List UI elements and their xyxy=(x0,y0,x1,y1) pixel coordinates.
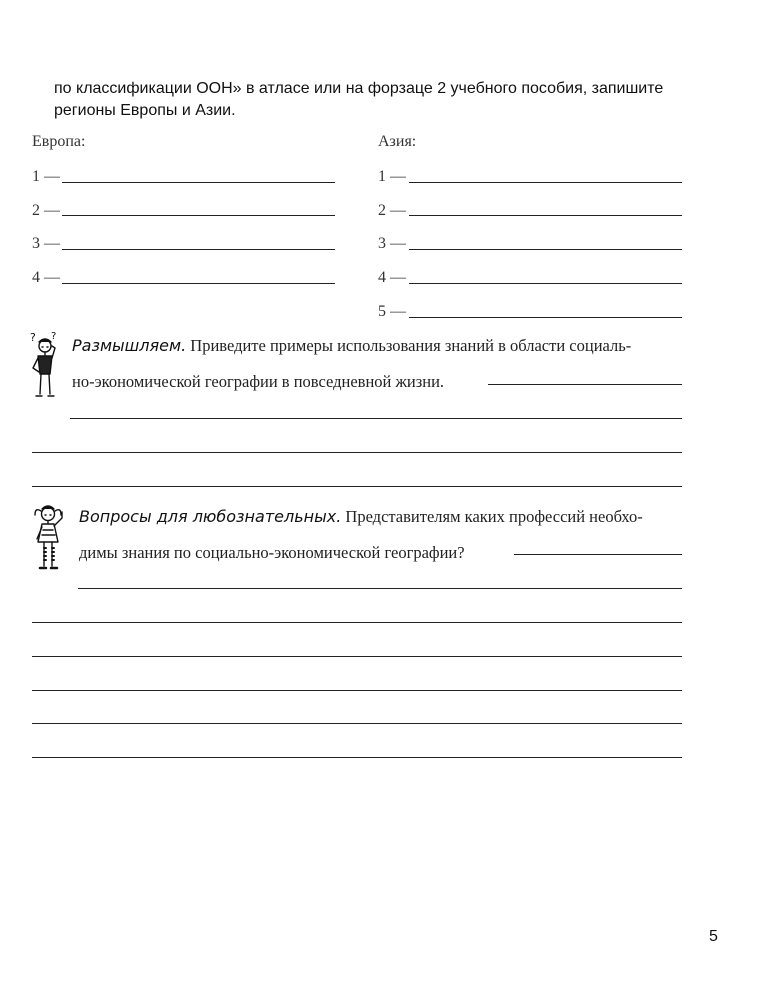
reflect-answer-line-1[interactable] xyxy=(488,384,682,385)
curious-question-part-2: димы знания по социально-экономической географии? xyxy=(79,543,465,562)
europe-item-4-line[interactable] xyxy=(62,283,335,284)
asia-item-3-line[interactable] xyxy=(409,249,682,250)
europe-item-2-number: 2 — xyxy=(32,202,60,219)
asia-item-4-number: 4 — xyxy=(378,269,406,286)
intro-text xyxy=(54,78,734,122)
asia-item-5-line[interactable] xyxy=(409,317,682,318)
curious-text-line-1 xyxy=(79,499,689,535)
curious-answer-line-7[interactable] xyxy=(32,757,682,758)
asia-label: Азия: xyxy=(378,133,417,150)
asia-item-2-line[interactable] xyxy=(409,215,682,216)
curious-answer-line-4[interactable] xyxy=(32,656,682,657)
svg-text:?: ? xyxy=(51,331,57,342)
reflect-question-part-1: Приведите примеры использования знаний в области социаль- xyxy=(190,336,632,355)
curious-answer-line-3[interactable] xyxy=(32,622,682,623)
asia-item-2-number: 2 — xyxy=(378,202,406,219)
curious-answer-line-2[interactable] xyxy=(78,588,682,589)
curious-answer-line-5[interactable] xyxy=(32,690,682,691)
reflect-answer-line-2[interactable] xyxy=(70,418,682,419)
intro-line-1: по классификации ООН» в атласе или на форзаце 2 учебного пособия, запишите xyxy=(54,80,664,97)
svg-text:?: ? xyxy=(30,331,36,344)
reflect-answer-line-3[interactable] xyxy=(32,452,682,453)
asia-item-1-line[interactable] xyxy=(409,182,682,183)
reflect-question-part-2: но-экономической географии в повседневной жизни. xyxy=(72,372,445,391)
intro-line-2: регионы Европы и Азии. xyxy=(54,102,236,119)
reflect-title: Размышляем. xyxy=(72,336,187,355)
thinking-boy-icon xyxy=(28,330,62,402)
page-number: 5 xyxy=(709,928,718,945)
asia-item-5-number: 5 — xyxy=(378,303,406,320)
reflect-text-line-1 xyxy=(72,328,687,364)
europe-item-1-number: 1 — xyxy=(32,168,60,185)
curious-question-part-1: Представителям каких профессий необхо- xyxy=(345,507,643,526)
europe-item-3-line[interactable] xyxy=(62,249,335,250)
europe-item-4-number: 4 — xyxy=(32,269,60,286)
asia-item-3-number: 3 — xyxy=(378,235,406,252)
europe-label: Европа: xyxy=(32,133,86,150)
curious-answer-line-6[interactable] xyxy=(32,723,682,724)
europe-item-1-line[interactable] xyxy=(62,182,335,183)
curious-answer-line-1[interactable] xyxy=(514,554,682,555)
reflect-answer-line-4[interactable] xyxy=(32,486,682,487)
europe-item-3-number: 3 — xyxy=(32,235,60,252)
curious-girl-icon xyxy=(32,500,68,576)
asia-item-4-line[interactable] xyxy=(409,283,682,284)
europe-item-2-line[interactable] xyxy=(62,215,335,216)
curious-title: Вопросы для любознательных. xyxy=(79,507,342,526)
asia-item-1-number: 1 — xyxy=(378,168,406,185)
